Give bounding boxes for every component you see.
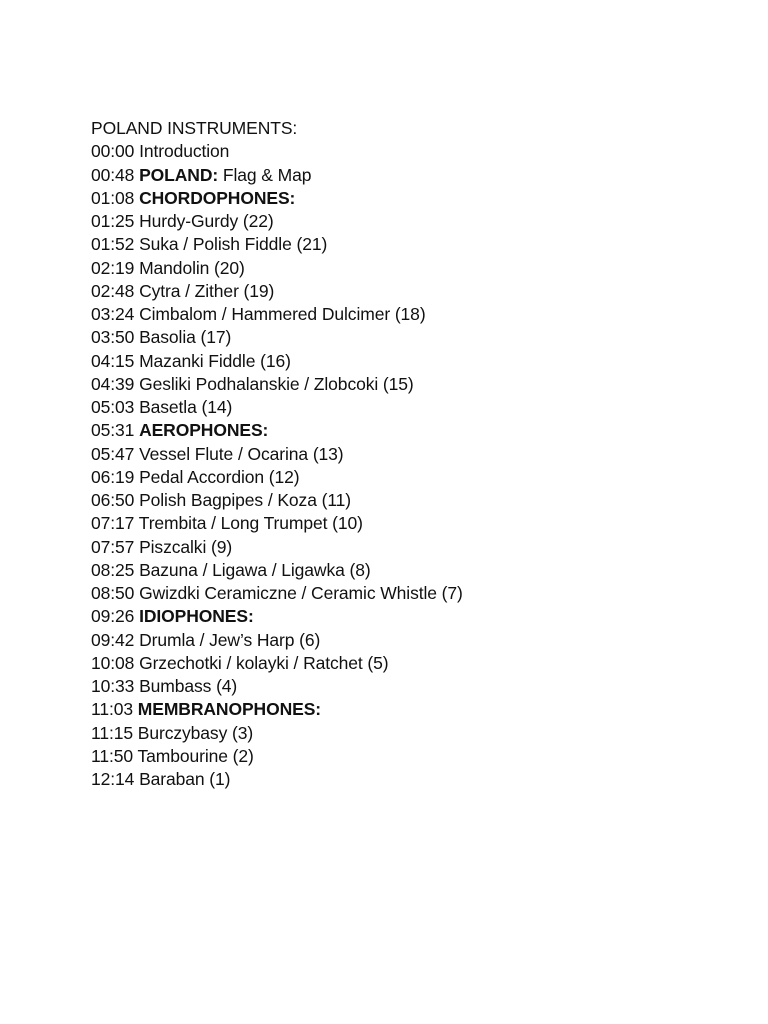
entry-text: Basetla (14) [139,397,233,417]
entry-text: Piszcalki (9) [139,536,233,557]
timestamp-entry [91,396,751,419]
entry-text: Burczybasy (3) [137,722,254,743]
entry-text: Basolia (17) [139,327,232,348]
entry-text: Introduction [139,141,230,162]
timestamp-entry [91,722,751,745]
timestamp: 07:17 [91,513,135,534]
entry-text: Gwizdki Ceramiczne / Ceramic Whistle (7) [139,583,463,603]
timestamp-entry [91,210,751,233]
timestamp: 12:14 [91,769,135,789]
timestamp-entry [91,512,751,535]
timestamp-entry [91,350,751,373]
timestamp-entry [91,140,751,163]
timestamp: 02:48 [91,280,135,301]
timestamp: 11:03 [91,699,133,720]
timestamp-entry [91,559,751,582]
timestamp-entry [91,419,751,442]
entry-text: Suka / Polish Fiddle (21) [139,234,328,255]
timestamp-entry [91,605,751,628]
timestamp: 06:19 [91,466,135,487]
timestamp: 09:26 [91,606,135,627]
timestamp-list [91,140,751,791]
timestamp-entry [91,187,751,210]
section-label: AEROPHONES: [139,420,269,441]
timestamp: 04:15 [91,350,135,371]
section-label: POLAND: [139,164,219,185]
timestamp: 05:03 [91,397,135,417]
timestamp: 04:39 [91,373,135,394]
timestamp-entry [91,257,751,280]
timestamp: 03:50 [91,327,135,348]
timestamp: 05:31 [91,420,135,441]
timestamp: 02:19 [91,257,135,278]
document-heading: POLAND INSTRUMENTS: [91,118,298,138]
timestamp: 01:25 [91,211,135,231]
timestamp-entry [91,233,751,256]
section-label: IDIOPHONES: [139,606,254,627]
entry-text: Pedal Accordion (12) [139,466,300,487]
timestamp: 07:57 [91,536,135,557]
timestamp: 11:50 [91,745,133,766]
timestamp: 05:47 [91,443,135,464]
section-label: MEMBRANOPHONES: [137,699,321,720]
timestamp: 10:33 [91,676,135,696]
timestamp-entry [91,280,751,303]
timestamp-entry [91,443,751,466]
entry-text: Vessel Flute / Ocarina (13) [139,443,344,464]
timestamp: 01:52 [91,234,135,255]
entry-text: Mazanki Fiddle (16) [139,350,291,371]
entry-text: Polish Bagpipes / Koza (11) [139,490,352,510]
timestamp-entry [91,489,751,512]
entry-text: Mandolin (20) [139,257,245,278]
timestamp: 09:42 [91,629,135,650]
entry-text: Tambourine (2) [137,745,254,766]
timestamp: 08:25 [91,559,135,580]
timestamp-entry [91,629,751,652]
timestamp-entry [91,536,751,559]
timestamp: 06:50 [91,490,135,510]
timestamp-entry [91,466,751,489]
document-page [91,117,751,791]
entry-text: Drumla / Jew’s Harp (6) [139,629,321,650]
timestamp-entry [91,698,751,721]
timestamp-entry [91,768,751,791]
timestamp-entry [91,373,751,396]
entry-text: Grzechotki / kolayki / Ratchet (5) [139,652,389,673]
entry-text: Hurdy-Gurdy (22) [139,211,274,231]
timestamp: 01:08 [91,187,135,208]
timestamp-entry [91,326,751,349]
timestamp: 00:48 [91,164,135,185]
timestamp: 11:15 [91,722,133,743]
timestamp-entry [91,675,751,698]
timestamp: 00:00 [91,141,135,162]
entry-text: Cimbalom / Hammered Dulcimer (18) [139,304,426,324]
timestamp-entry [91,303,751,326]
entry-text: Baraban (1) [139,769,231,789]
entry-text: Bazuna / Ligawa / Ligawka (8) [139,559,371,580]
timestamp: 03:24 [91,304,135,324]
entry-text: Bumbass (4) [139,676,238,696]
timestamp-entry [91,164,751,187]
timestamp: 10:08 [91,652,135,673]
entry-text: Trembita / Long Trumpet (10) [138,513,363,534]
timestamp-entry [91,745,751,768]
timestamp: 08:50 [91,583,135,603]
timestamp-entry [91,652,751,675]
entry-text: Cytra / Zither (19) [139,280,275,301]
timestamp-entry [91,582,751,605]
section-label: CHORDOPHONES: [139,187,296,208]
entry-text: Flag & Map [222,164,312,185]
entry-text: Gesliki Podhalanskie / Zlobcoki (15) [139,373,414,394]
